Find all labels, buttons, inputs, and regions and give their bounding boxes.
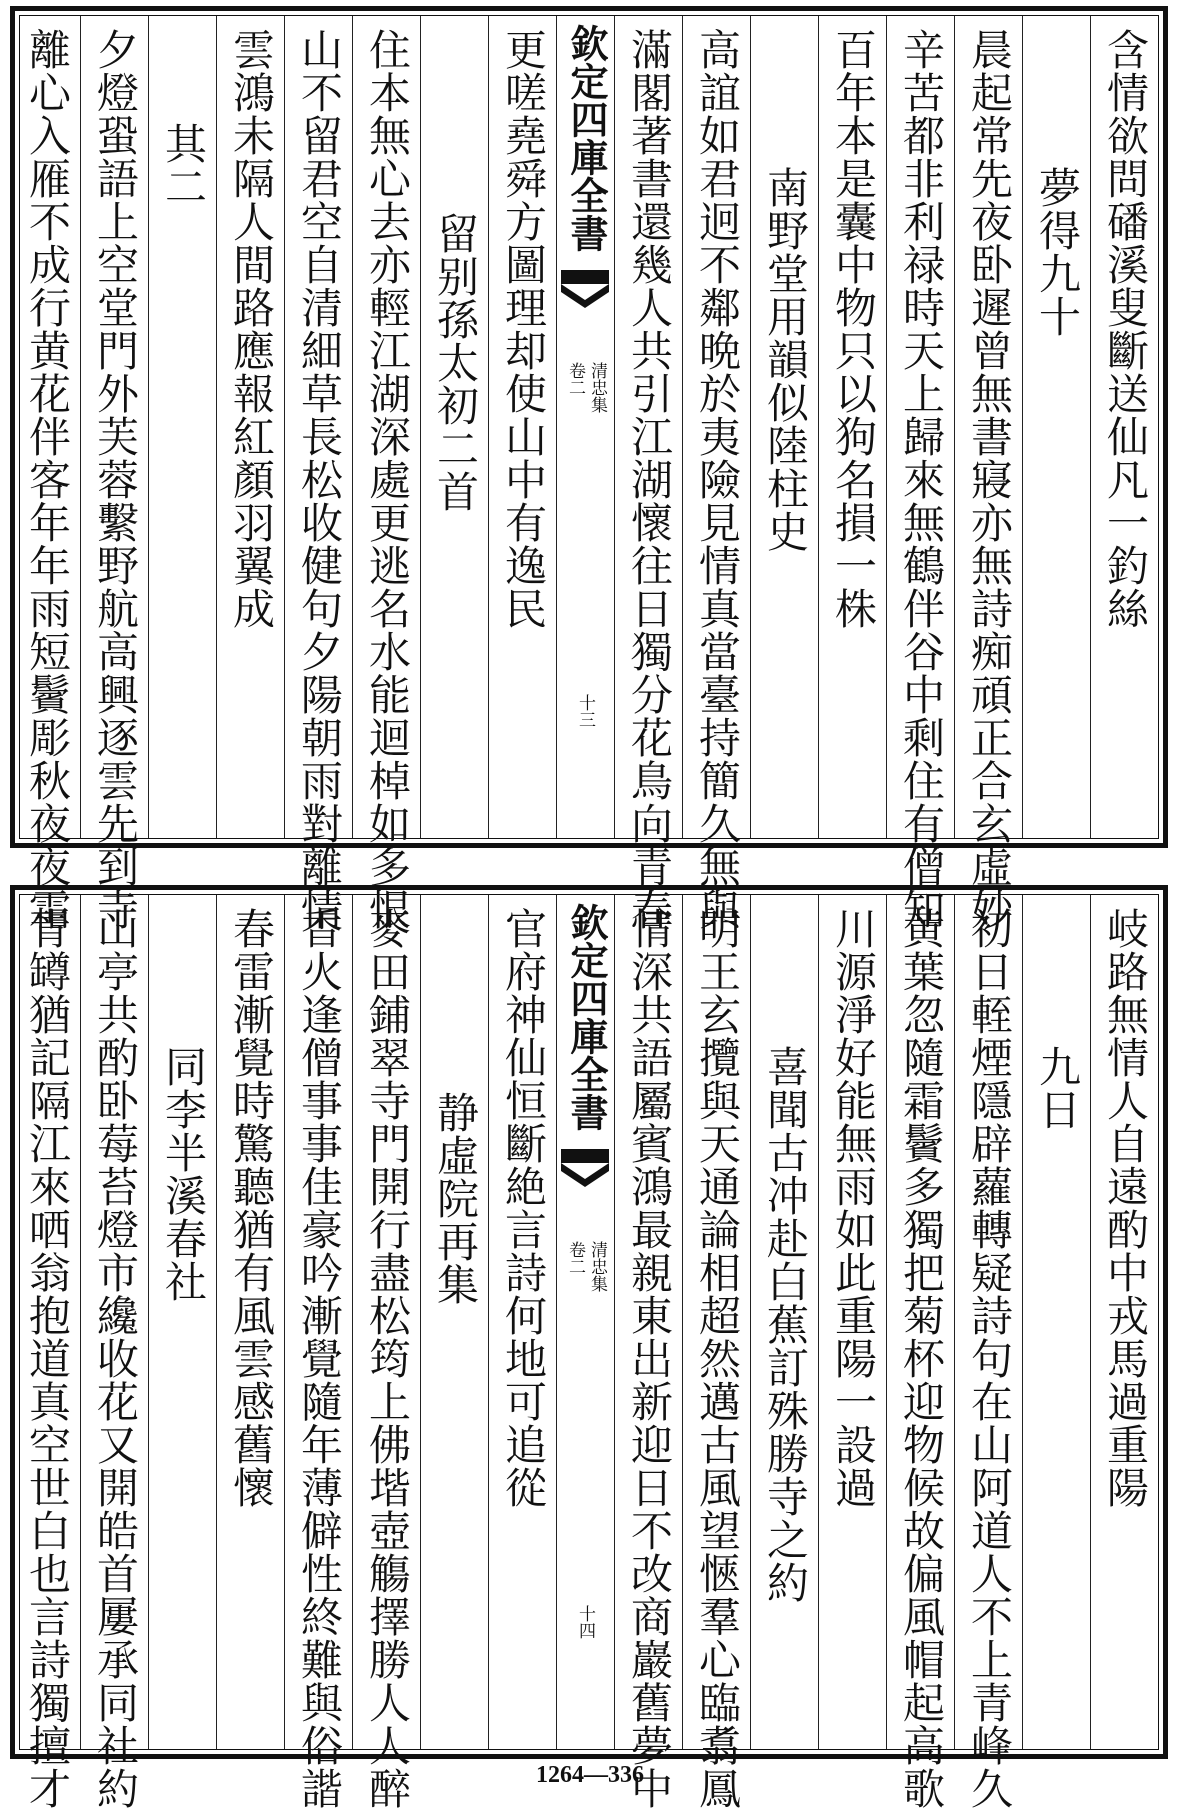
text-column: [614, 895, 682, 1810]
column-text: 更嗟堯舜方圖理却使山中有逸民: [499, 28, 548, 630]
column-text: 麥田鋪翠寺門開行盡松筠上佛堦壺觴擇勝人人醉: [363, 907, 412, 1810]
text-column: [12, 895, 80, 1810]
text-column: [750, 895, 818, 1749]
text-column: [488, 16, 556, 838]
column-text: 青罇猶記隔江來哂翁抱道真空世白也言詩獨擅才: [23, 907, 72, 1810]
fish-tail-icon: [561, 1149, 609, 1189]
column-text: 離心入雁不成行黄花伴客年年雨短鬢彫秋夜夜霜: [23, 28, 72, 931]
column-text: 山亭共酌卧莓苔燈市纔收花又開皓首屢承同社約: [91, 907, 140, 1810]
poem-title: 夢得九十: [1033, 166, 1082, 338]
poem-title: 九日: [1033, 1045, 1082, 1131]
text-column: [148, 16, 216, 838]
column-text: 川源淨好能無雨如此重陽一設過: [829, 907, 878, 1509]
text-column: [12, 16, 80, 931]
text-column: [682, 895, 750, 1810]
page-top: [10, 6, 1168, 931]
poem-title: 南野堂用韻似陸柱史: [761, 166, 810, 553]
column-text: 滿閣著書還幾人共引江湖懷往日獨分花鳥向青春: [625, 28, 674, 931]
poem-title: 喜聞古冲赴白蕉訂殊勝寺之約: [761, 1045, 810, 1604]
text-column: [1022, 16, 1090, 838]
column-text: 百年本是囊中物只以狗名損一株: [829, 28, 878, 630]
page-number-footer: 1264—336: [536, 1762, 644, 1788]
poem-title: 静虛院再集: [431, 1091, 480, 1306]
column-text: 明王玄攬與天通論相超然邁古風望愜羣心臨翥鳳: [693, 907, 742, 1810]
text-column: [284, 895, 352, 1810]
text-column: [954, 895, 1022, 1810]
column-text: 夕燈蛩語上空堂門外芙蓉繫野航高興逐雲先到寺: [91, 28, 140, 931]
text-column: [420, 895, 488, 1749]
volume-label: 卷二: [565, 362, 585, 396]
text-column: [80, 16, 148, 931]
column-text: 初日輊煙隱辟蘿轉疑詩句在山阿道人不上青峰久: [965, 907, 1014, 1810]
fish-tail-icon: [561, 270, 609, 310]
text-column: [1090, 16, 1158, 838]
text-column: [750, 16, 818, 838]
text-column: [682, 16, 750, 931]
text-column: [1090, 895, 1158, 1749]
column-text: 含情欲問磻溪叟斷送仙凡一釣絲: [1101, 28, 1150, 630]
column-text: 晨起常先夜卧遲曾無書寢亦無詩痴頑正合玄虛妙: [965, 28, 1014, 931]
poem-title: 其二: [159, 122, 208, 208]
text-column: [886, 895, 954, 1810]
column-text: 情深共語屬賓鴻最親東出新迎日不改商巖舊夢中: [625, 907, 674, 1810]
text-column: [818, 895, 886, 1749]
text-column: [352, 895, 420, 1810]
columns-top: [20, 16, 1158, 931]
book-title: 欽定四庫全書: [564, 24, 609, 252]
text-column: [420, 16, 488, 838]
poem-title: 同李半溪春社: [159, 1045, 208, 1303]
text-column: [886, 16, 954, 931]
column-text: 住本無心去亦輕江湖深處更逃名水能迴棹如多恨: [363, 28, 412, 931]
center-fold: [556, 16, 614, 838]
text-column: [818, 16, 886, 838]
column-text: 山不留君空自清細草長松收健句夕陽朝雨對離情: [295, 28, 344, 931]
text-column: [216, 895, 284, 1749]
volume-label: 卷二: [565, 1241, 585, 1275]
leaf-number: 十四: [575, 1605, 595, 1639]
column-text: 黄葉忽隨霜鬢多獨把菊杯迎物候故偏風帽起高歌: [897, 907, 946, 1810]
text-column: [614, 16, 682, 931]
text-column: [284, 16, 352, 931]
text-column: [352, 16, 420, 931]
text-column: [488, 895, 556, 1749]
collection-name: 清忠集: [587, 362, 607, 413]
text-column: [1022, 895, 1090, 1749]
column-text: 高誼如君迥不鄰晩於夷險見情真當臺持簡久無與: [693, 28, 742, 931]
center-fold: [556, 895, 614, 1749]
column-text: 春雷漸覺時驚聽猶有風雲感舊懷: [227, 907, 276, 1509]
leaf-number: 十三: [575, 694, 595, 728]
text-column: [216, 16, 284, 838]
column-text: 雲鴻未隔人間路應報紅顏羽翼成: [227, 28, 276, 630]
poem-title: 留别孫太初二首: [431, 212, 480, 513]
text-column: [954, 16, 1022, 931]
column-text: 官府神仙恒斷絶言詩何地可追從: [499, 907, 548, 1509]
column-text: 岐路無情人自遠酌中戎馬過重陽: [1101, 907, 1150, 1509]
text-column: [148, 895, 216, 1749]
column-text: 辛苦都非利禄時天上歸來無鶴伴谷中剩住有僧知: [897, 28, 946, 931]
column-text: 香火逢僧事事佳豪吟漸覺隨年薄僻性終難與俗諧: [295, 907, 344, 1810]
collection-name: 清忠集: [587, 1241, 607, 1292]
text-column: [80, 895, 148, 1810]
book-title: 欽定四庫全書: [564, 903, 609, 1131]
